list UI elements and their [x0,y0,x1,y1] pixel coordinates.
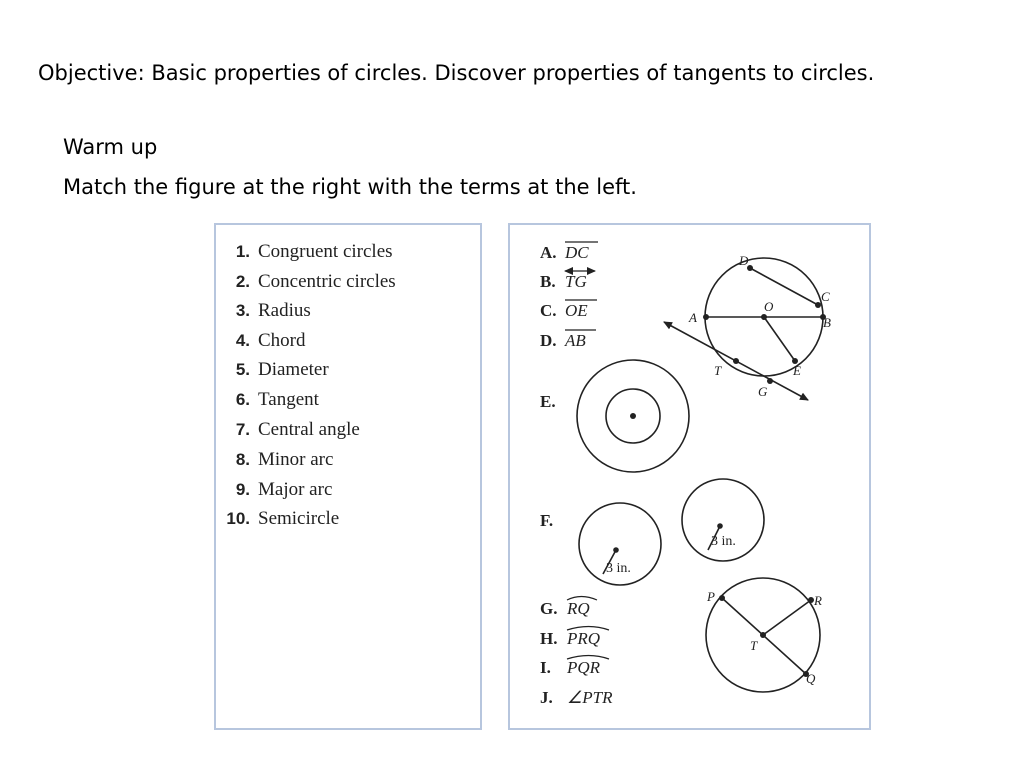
point-label-r: R [814,593,822,608]
term-item [216,359,329,381]
term-number: 3. [235,301,250,320]
radius-line [764,317,795,361]
option-label-g: RQ [567,599,590,618]
option-letter-i: I. [540,658,551,677]
option-label-d: AB [565,331,586,350]
term-number: 10. [226,509,250,528]
point-label-t: T [750,638,758,653]
point-label-a: A [689,310,697,325]
point-label-e: E [793,363,801,378]
figures-svg [510,225,869,728]
term-number: 2. [235,272,250,291]
term-number: 5. [235,360,250,379]
term-number: 7. [235,420,250,439]
option-letter-g: G. [540,599,558,618]
term-item [216,419,360,441]
point-label-c: C [821,289,830,304]
center-dot [613,547,619,553]
center-dot [717,523,723,529]
term-number: 6. [235,390,250,409]
point-label-d: D [739,253,749,268]
option-letter-h: H. [540,629,558,648]
objective-text: Objective: Basic properties of circles. Discover properties of tangents to circles. [38,61,875,85]
term-label: Central angle [258,419,360,440]
option-label-c: OE [565,301,588,320]
term-label: Tangent [258,389,319,410]
term-item [216,241,393,263]
option-label-i: PQR [567,658,601,677]
term-number: 4. [235,331,250,350]
term-item [216,449,333,471]
term-label: Diameter [258,359,329,380]
option-letter-j: J. [540,688,553,707]
term-label: Concentric circles [258,271,396,292]
term-label: Minor arc [258,449,334,470]
term-item [216,271,396,293]
option-letter-f: F. [540,511,554,530]
instruction-text: Match the figure at the right with the terms at the left. [63,175,637,199]
term-number: 9. [235,480,250,499]
option-label-a: DC [565,243,589,262]
chord-line [750,268,818,305]
warmup-heading: Warm up [63,135,158,159]
term-label: Congruent circles [258,241,393,262]
circle-diagram-top [664,258,823,400]
point-dots [703,265,826,384]
option-label-h: PRQ [567,629,601,648]
center-dot [630,413,636,419]
radius-measure-label: 3 in. [606,561,631,576]
point-label-b: B [823,315,831,330]
term-item [216,508,339,530]
option-letter-b: B. [540,272,556,291]
term-number: 1. [235,242,250,261]
option-label-b: TG [565,272,587,291]
terms-panel [214,223,482,730]
term-item [216,330,306,352]
option-label-j: ∠PTR [567,688,613,707]
term-item [216,479,332,501]
figures-panel [508,223,871,730]
point-label-t: T [714,363,722,378]
term-item [216,300,311,322]
point-label-g: G [758,384,768,399]
point-label-q: Q [806,671,816,686]
term-number: 8. [235,450,250,469]
option-letter-c: C. [540,301,557,320]
radius-measure-label: 3 in. [711,534,736,549]
option-letter-d: D. [540,331,557,350]
point-label-o: O [764,299,774,314]
point-label-p: P [707,589,715,604]
term-label: Semicircle [258,508,340,529]
term-item [216,389,319,411]
term-label: Major arc [258,479,333,500]
term-label: Radius [258,300,311,321]
option-letter-e: E. [540,392,556,411]
option-letter-a: A. [540,243,557,262]
term-label: Chord [258,330,306,351]
